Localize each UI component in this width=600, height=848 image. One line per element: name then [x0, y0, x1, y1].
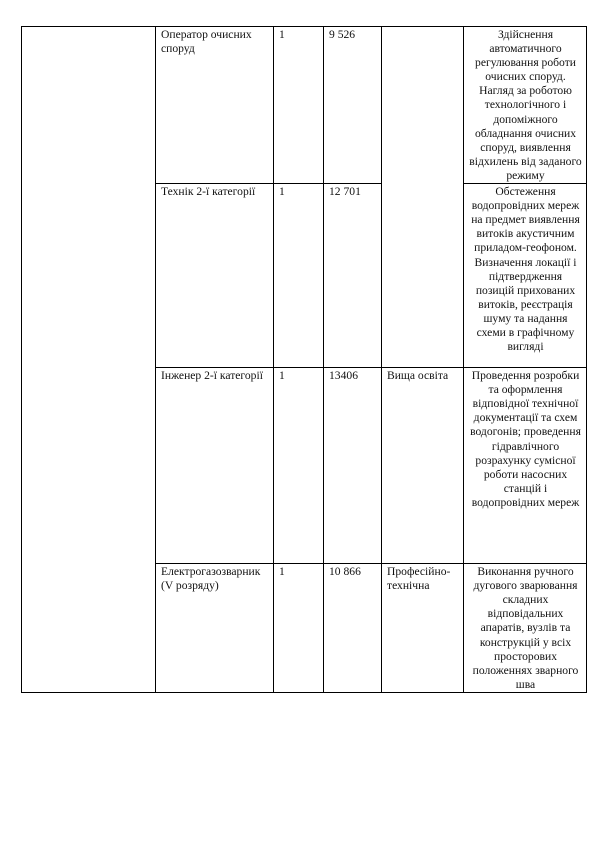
education-cell: Вища освіта	[382, 368, 464, 564]
duties-cell: Виконання ручного дугового зварювання складних відповідальних апаратів, вузлів та конструкцій у всіх просторових положеннях зварного шва	[464, 564, 587, 693]
salary-cell: 9 526	[324, 27, 382, 184]
salary-cell: 13406	[324, 368, 382, 564]
group-cell	[22, 27, 156, 693]
staff-table	[21, 26, 587, 693]
duties-cell: Здійснення автоматичного регулювання роботи очисних споруд. Нагляд за роботою технологічного і допоміжного обладнання очисних споруд, виявлення відхилень від заданого режиму	[464, 27, 587, 184]
duties-cell: Проведення розробки та оформлення відповідної технічної документації та схем водогонів; проведення гідравлічного розрахунку сумісної роботи насосних станцій і водопровідних мереж	[464, 368, 587, 564]
count-cell: 1	[274, 368, 324, 564]
salary-cell: 12 701	[324, 184, 382, 368]
position-cell: Електрогазозварник (V розряду)	[156, 564, 274, 693]
salary-cell: 10 866	[324, 564, 382, 693]
position-cell: Технік 2-ї категорії	[156, 184, 274, 368]
position-cell: Інженер 2-ї категорії	[156, 368, 274, 564]
education-cell: Професійно-технічна	[382, 564, 464, 693]
position-cell: Оператор очисних споруд	[156, 27, 274, 184]
table-row	[22, 27, 587, 184]
count-cell: 1	[274, 27, 324, 184]
duties-cell: Обстеження водопровідних мереж на предмет виявлення витоків акустичним приладом-геофоном. Визначення локації і підтвердження позицій прихованих витоків, реєстрація шуму та надання схеми в графічному вигляді	[464, 184, 587, 368]
count-cell: 1	[274, 564, 324, 693]
count-cell: 1	[274, 184, 324, 368]
education-cell	[382, 27, 464, 368]
